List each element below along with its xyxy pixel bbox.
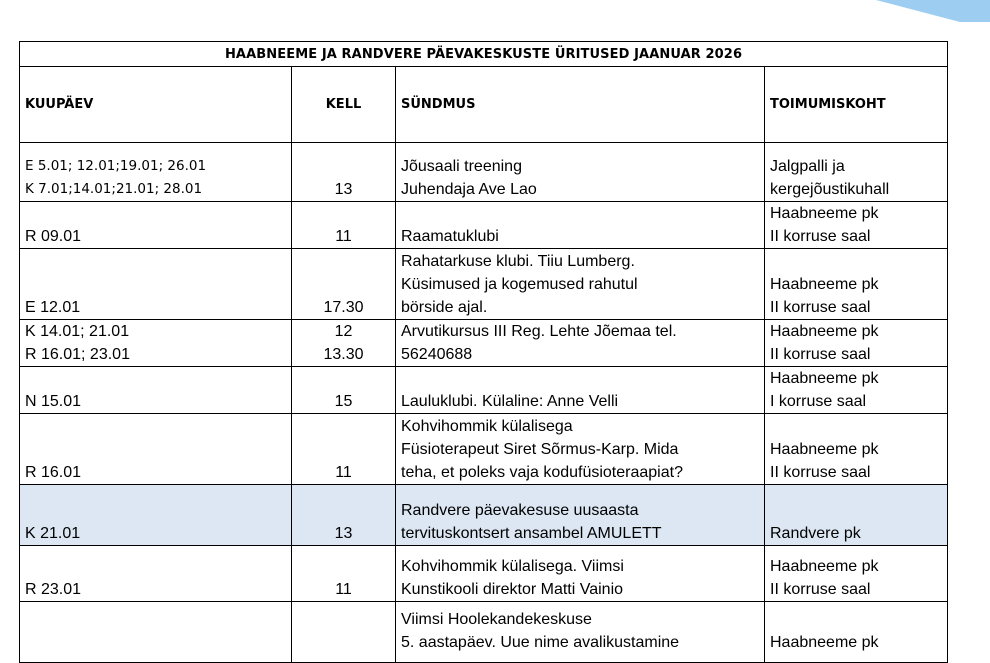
date-cell: E 5.01; 12.01;19.01; 26.01 K 7.01;14.01;21.01; 28.01 [20, 143, 292, 202]
table-row [20, 320, 948, 367]
event-cell: Lauluklubi. Külaline: Anne Velli [396, 367, 765, 414]
place-cell: Haabneeme pk II korruse saal [765, 546, 948, 602]
table-row [20, 367, 948, 414]
corner-decoration [876, 0, 990, 22]
place-cell: Haabneeme pk II korruse saal [765, 320, 948, 367]
place-cell: Haabneeme pk II korruse saal [765, 414, 948, 485]
table-row [20, 546, 948, 602]
event-cell: Kohvihommik külalisega. Viimsi Kunstikooli direktor Matti Vainio [396, 546, 765, 602]
event-cell: Jõusaali treening Juhendaja Ave Lao [396, 143, 765, 202]
place-cell: Jalgpalli ja kergejõustikuhall [765, 143, 948, 202]
place-cell: Haabneeme pk II korruse saal [765, 202, 948, 249]
date-cell: K 14.01; 21.01 R 16.01; 23.01 [20, 320, 292, 367]
events-table [19, 41, 948, 663]
time-cell: 11 [292, 546, 396, 602]
place-cell: Randvere pk [765, 485, 948, 546]
time-cell: 17.30 [292, 249, 396, 320]
time-cell: 12 13.30 [292, 320, 396, 367]
event-cell: Arvutikursus III Reg. Lehte Jõemaa tel. 56240688 [396, 320, 765, 367]
place-cell: Haabneeme pk II korruse saal [765, 249, 948, 320]
date-cell: K 21.01 [20, 485, 292, 546]
table-row [20, 202, 948, 249]
date-cell [20, 602, 292, 663]
table-title: HAABNEEME JA RANDVERE PÄEVAKESKUSTE ÜRITUSED JAANUAR 2026 [20, 42, 948, 67]
place-cell: Haabneeme pk I korruse saal [765, 367, 948, 414]
time-cell: 11 [292, 202, 396, 249]
table-row [20, 602, 948, 663]
header-date: KUUPÄEV [20, 67, 292, 143]
date-cell: R 16.01 [20, 414, 292, 485]
table-row [20, 414, 948, 485]
time-cell: 11 [292, 414, 396, 485]
time-cell: 13 [292, 485, 396, 546]
time-cell [292, 602, 396, 663]
date-cell: E 12.01 [20, 249, 292, 320]
date-cell: R 09.01 [20, 202, 292, 249]
event-cell: Raamatuklubi [396, 202, 765, 249]
event-cell: Kohvihommik külalisega Füsioterapeut Siret Sõrmus-Karp. Mida teha, et poleks vaja kodufüsioteraapiat? [396, 414, 765, 485]
header-time: KELL [292, 67, 396, 143]
date-cell: N 15.01 [20, 367, 292, 414]
time-cell: 15 [292, 367, 396, 414]
header-place: TOIMUMISKOHT [765, 67, 948, 143]
table-row [20, 143, 948, 202]
event-cell: Randvere päevakesuse uusaasta tervituskontsert ansambel AMULETT [396, 485, 765, 546]
table-row-highlighted [20, 485, 948, 546]
place-cell: Haabneeme pk [765, 602, 948, 663]
date-cell: R 23.01 [20, 546, 292, 602]
header-event: SÜNDMUS [396, 67, 765, 143]
event-cell: Rahatarkuse klubi. Tiiu Lumberg. Küsimused ja kogemused rahutul börside ajal. [396, 249, 765, 320]
table-row [20, 249, 948, 320]
time-cell: 13 [292, 143, 396, 202]
event-cell: Viimsi Hoolekandekeskuse 5. aastapäev. Uue nime avalikustamine [396, 602, 765, 663]
